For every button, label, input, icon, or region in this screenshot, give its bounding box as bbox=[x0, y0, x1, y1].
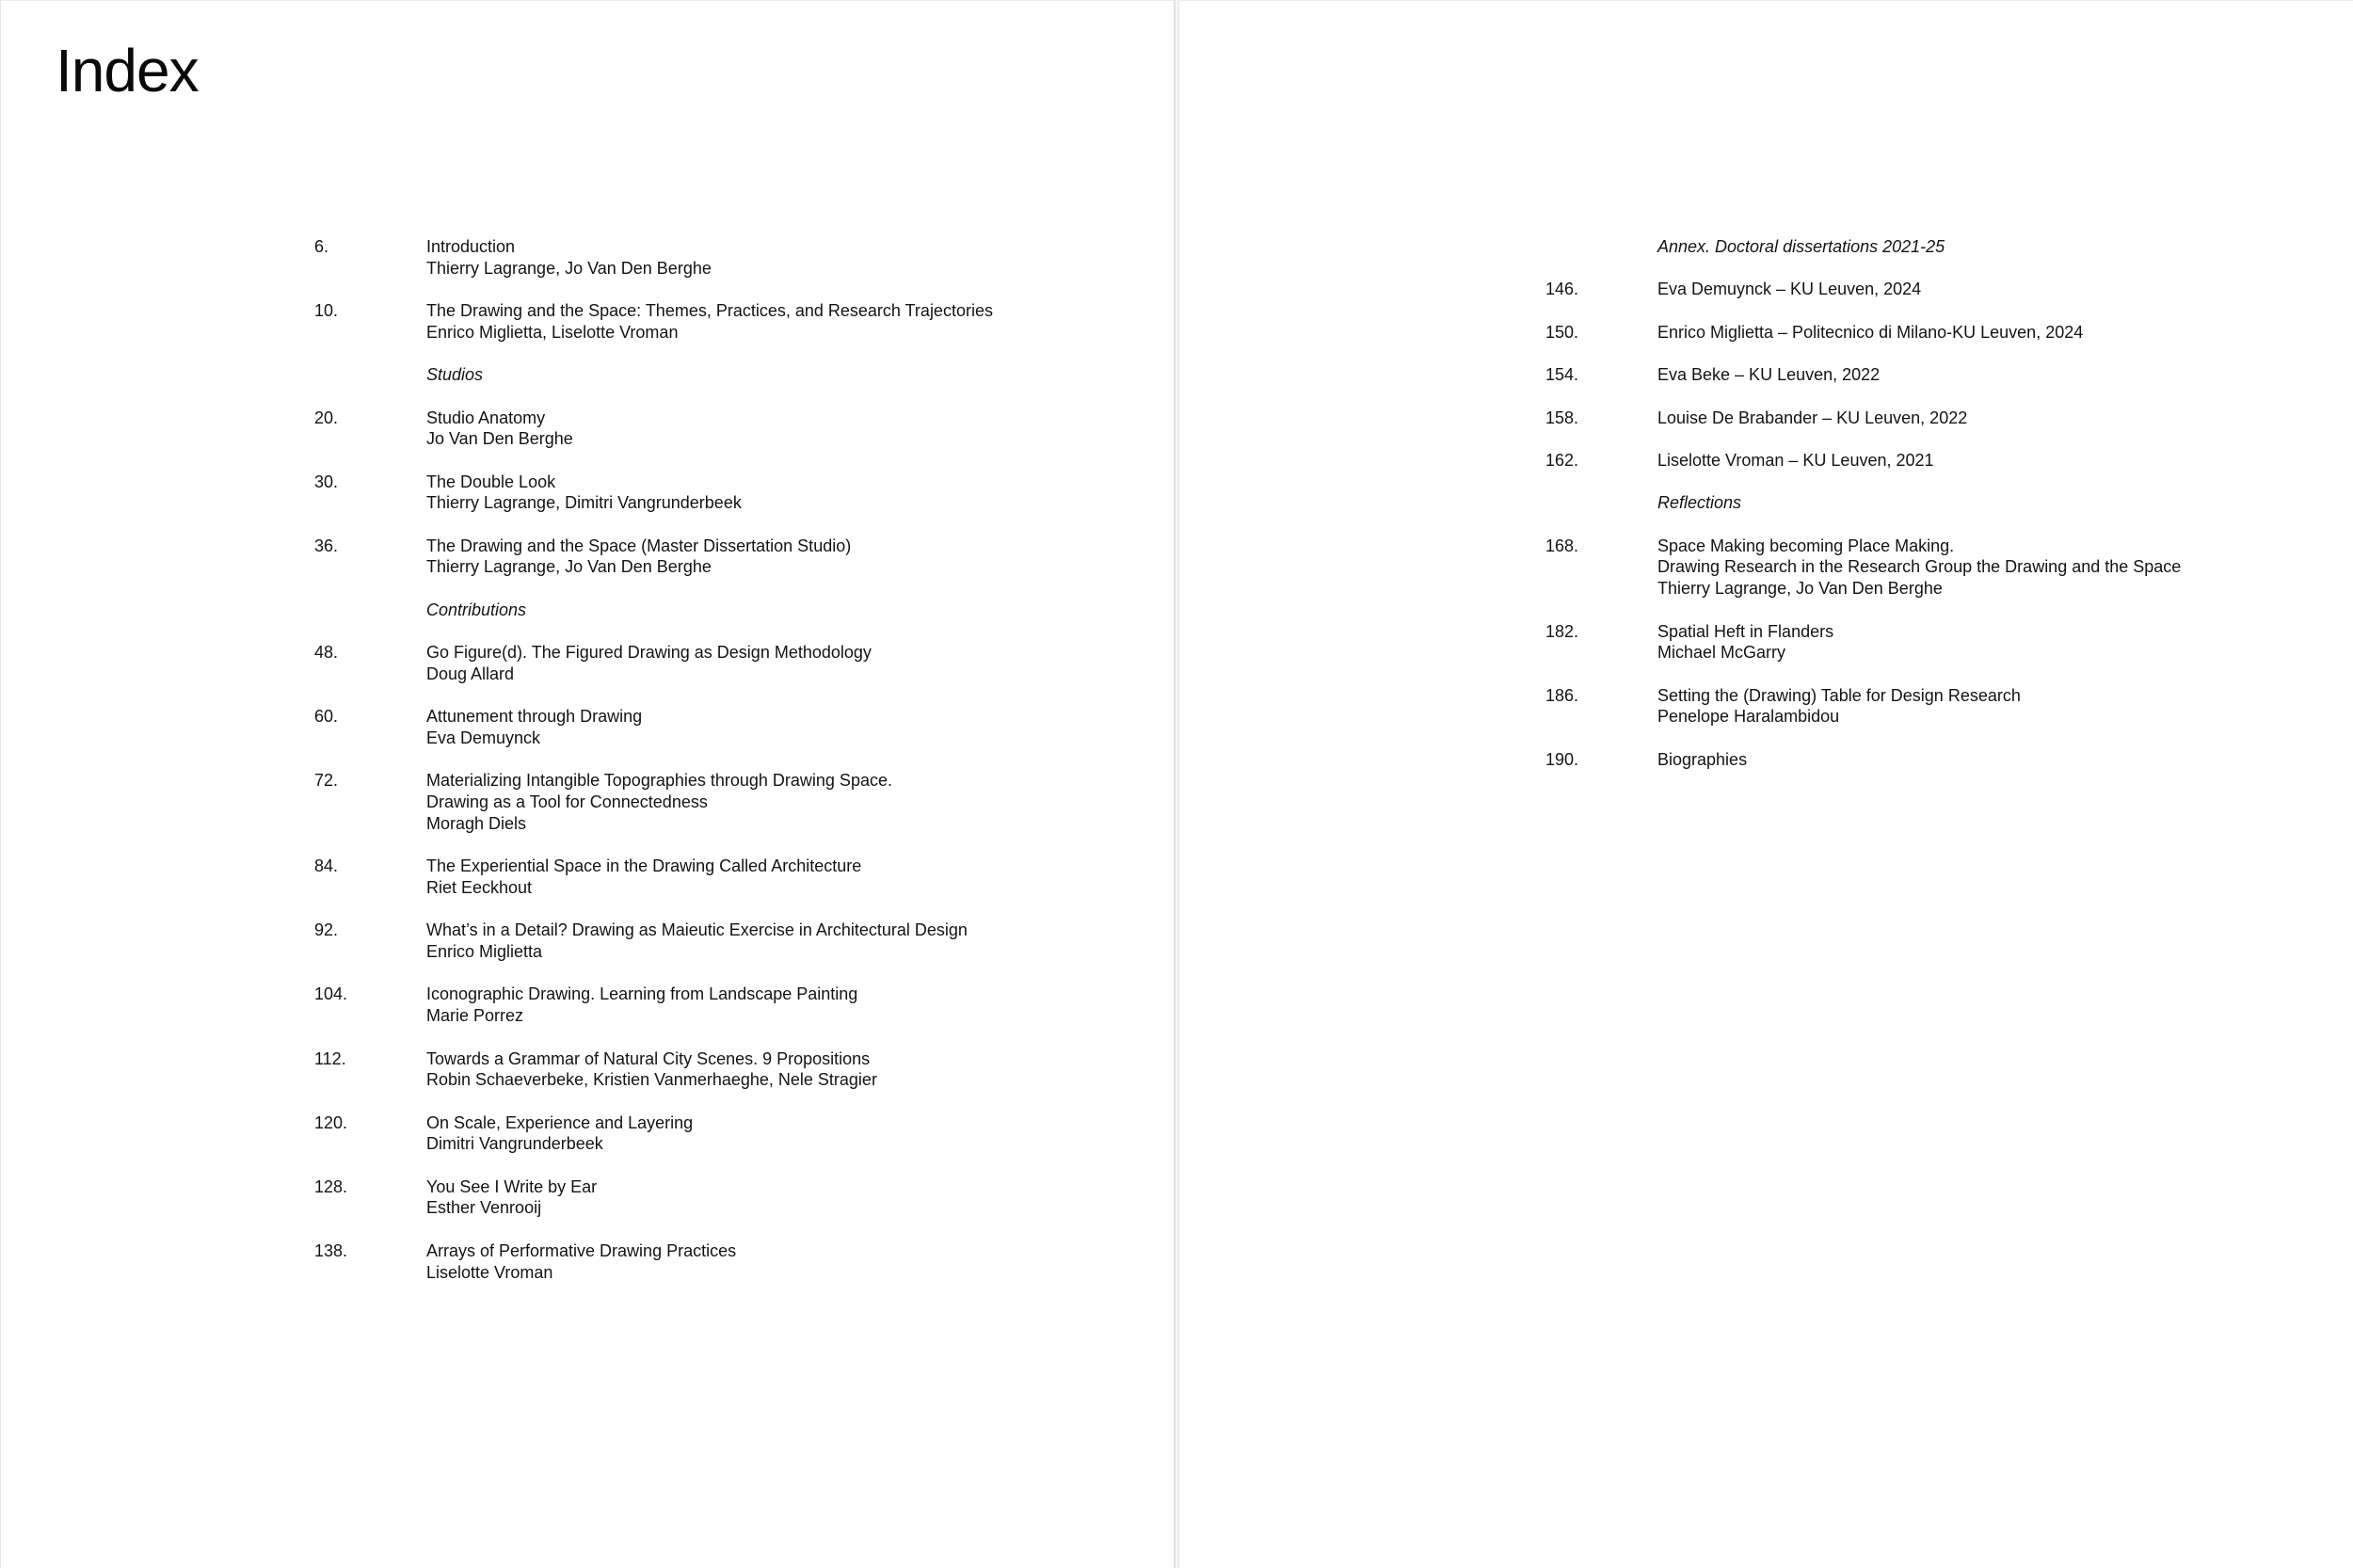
toc-page-number: 146. bbox=[1545, 280, 1579, 299]
section-heading: Annex. Doctoral dissertations 2021-25 bbox=[1657, 237, 1945, 256]
toc-entry-line: Enrico Miglietta bbox=[426, 942, 543, 962]
toc-entry bbox=[314, 300, 1161, 343]
toc-entry-title: Enrico Miglietta – Politecnico di Milano-KU Leuven, 2024 bbox=[1657, 322, 2084, 342]
toc-page-number: 158. bbox=[1545, 408, 1579, 427]
toc-page-number: 20. bbox=[314, 408, 339, 427]
toc-page-number: 154. bbox=[1545, 365, 1579, 385]
toc-page-number: 138. bbox=[314, 1240, 348, 1260]
toc-entry-line: Doug Allard bbox=[426, 664, 515, 683]
toc-entry-title: You See I Write by Ear bbox=[426, 1176, 598, 1196]
toc-entry-text bbox=[426, 1240, 1161, 1283]
toc-entry-title: Introduction bbox=[426, 237, 516, 256]
toc-entry bbox=[314, 920, 1161, 962]
toc-page-number: 92. bbox=[314, 920, 339, 940]
toc-entry-text bbox=[1657, 621, 2353, 664]
toc-entry bbox=[314, 1048, 1161, 1091]
toc-entry-text bbox=[426, 920, 1161, 962]
toc-entry-text bbox=[1657, 322, 2353, 344]
toc-entry-text bbox=[426, 706, 1161, 748]
toc-entry-title: Towards a Grammar of Natural City Scenes. 9 Propositions bbox=[426, 1048, 871, 1068]
right-table-of-contents bbox=[1545, 236, 2353, 792]
toc-entry bbox=[1545, 408, 2353, 429]
toc-entry bbox=[314, 536, 1161, 578]
toc-entry-text bbox=[426, 408, 1161, 450]
toc-entry bbox=[314, 642, 1161, 684]
toc-entry-text bbox=[1657, 536, 2353, 600]
toc-entry bbox=[314, 706, 1161, 748]
section-heading: Reflections bbox=[1657, 493, 1742, 513]
toc-entry bbox=[1545, 364, 2353, 386]
page-title: Index bbox=[56, 37, 199, 104]
toc-page-number: 30. bbox=[314, 472, 339, 491]
toc-entry-text bbox=[426, 300, 1161, 343]
toc-entry bbox=[314, 770, 1161, 834]
toc-entry-title: The Drawing and the Space (Master Dissertation Studio) bbox=[426, 536, 852, 555]
toc-page-number: 120. bbox=[314, 1112, 348, 1132]
toc-entry-title: The Experiential Space in the Drawing Called Architecture bbox=[426, 856, 862, 876]
toc-entry-line: Liselotte Vroman bbox=[426, 1262, 553, 1282]
toc-entry-text bbox=[426, 1112, 1161, 1155]
toc-entry-title: Liselotte Vroman – KU Leuven, 2021 bbox=[1657, 450, 1934, 470]
toc-entry-title: Space Making becoming Place Making. bbox=[1657, 536, 1955, 555]
left-table-of-contents bbox=[314, 236, 1161, 1304]
toc-entry-line: Penelope Haralambidou bbox=[1657, 707, 1840, 727]
toc-entry-title: Eva Demuynck – KU Leuven, 2024 bbox=[1657, 280, 1922, 299]
toc-entry-title: Studio Anatomy bbox=[426, 408, 546, 427]
toc-page-number: 72. bbox=[314, 771, 339, 791]
toc-entry-line: Jo Van Den Berghe bbox=[426, 429, 573, 449]
toc-entry-title: Attunement through Drawing bbox=[426, 707, 643, 727]
toc-entry bbox=[1545, 749, 2353, 771]
toc-entry bbox=[314, 1176, 1161, 1219]
toc-page-number: 186. bbox=[1545, 685, 1579, 705]
toc-entry bbox=[1545, 322, 2353, 344]
toc-entry bbox=[314, 472, 1161, 514]
toc-page-number: 10. bbox=[314, 301, 339, 321]
toc-entry-line: Thierry Lagrange, Jo Van Den Berghe bbox=[426, 258, 712, 278]
toc-entry-text bbox=[426, 472, 1161, 514]
toc-page-number: 60. bbox=[314, 707, 339, 727]
toc-entry bbox=[314, 236, 1161, 279]
toc-entry bbox=[314, 856, 1161, 898]
toc-entry-title: Arrays of Performative Drawing Practices bbox=[426, 1240, 737, 1260]
toc-entry bbox=[1545, 621, 2353, 664]
toc-entry-line: Moragh Diels bbox=[426, 813, 527, 833]
toc-entry-text bbox=[1657, 685, 2353, 728]
toc-entry-line: Drawing Research in the Research Group the Drawing and the Space bbox=[1657, 557, 2182, 577]
toc-entry-title: Eva Beke – KU Leuven, 2022 bbox=[1657, 365, 1881, 385]
toc-entry-text bbox=[426, 1176, 1161, 1219]
toc-page-number: 182. bbox=[1545, 621, 1579, 641]
toc-page-number: 112. bbox=[314, 1048, 346, 1068]
toc-entry-line: Michael McGarry bbox=[1657, 643, 1786, 663]
toc-entry bbox=[1545, 685, 2353, 728]
toc-entry-title: Biographies bbox=[1657, 749, 1748, 769]
toc-entry bbox=[314, 1112, 1161, 1155]
toc-entry-text bbox=[426, 984, 1161, 1026]
toc-page-number: 128. bbox=[314, 1176, 348, 1196]
toc-entry-line: Marie Porrez bbox=[426, 1006, 524, 1026]
section-heading: Contributions bbox=[426, 600, 527, 619]
toc-entry-line: Thierry Lagrange, Jo Van Den Berghe bbox=[1657, 579, 1943, 599]
toc-entry-text bbox=[426, 770, 1161, 834]
toc-entry bbox=[314, 1240, 1161, 1283]
toc-entry-title: The Double Look bbox=[426, 472, 556, 491]
toc-entry-text bbox=[1657, 279, 2353, 300]
toc-entry bbox=[1545, 536, 2353, 600]
toc-page-number: 168. bbox=[1545, 536, 1579, 555]
toc-entry-text bbox=[1657, 364, 2353, 386]
toc-entry-line: Eva Demuynck bbox=[426, 728, 541, 748]
section-heading: Studios bbox=[426, 365, 484, 385]
toc-entry-text bbox=[426, 536, 1161, 578]
toc-entry-title: The Drawing and the Space: Themes, Practices, and Research Trajectories bbox=[426, 301, 993, 321]
left-page bbox=[0, 0, 1174, 1568]
toc-entry-text bbox=[426, 856, 1161, 898]
toc-entry bbox=[314, 984, 1161, 1026]
toc-entry-line: Thierry Lagrange, Jo Van Den Berghe bbox=[426, 557, 712, 577]
toc-page-number: 190. bbox=[1545, 749, 1579, 769]
toc-entry bbox=[1545, 279, 2353, 300]
toc-entry-title: Iconographic Drawing. Learning from Landscape Painting bbox=[426, 984, 858, 1004]
toc-entry bbox=[314, 408, 1161, 450]
toc-entry-line: Robin Schaeverbeke, Kristien Vanmerhaeghe, Nele Stragier bbox=[426, 1070, 877, 1090]
toc-entry-title: Spatial Heft in Flanders bbox=[1657, 621, 1834, 641]
right-page bbox=[1179, 0, 2353, 1568]
toc-entry-title: Setting the (Drawing) Table for Design Research bbox=[1657, 685, 2021, 705]
toc-entry-title: Louise De Brabander – KU Leuven, 2022 bbox=[1657, 408, 1968, 427]
toc-entry-title: What’s in a Detail? Drawing as Maieutic Exercise in Architectural Design bbox=[426, 920, 968, 940]
toc-entry-text bbox=[426, 236, 1161, 279]
toc-entry-text bbox=[1657, 450, 2353, 472]
toc-entry bbox=[1545, 450, 2353, 472]
toc-entry-text bbox=[1657, 749, 2353, 771]
toc-page-number: 150. bbox=[1545, 322, 1579, 342]
toc-entry-line: Esther Venrooij bbox=[426, 1198, 542, 1218]
toc-entry-line: Thierry Lagrange, Dimitri Vangrunderbeek bbox=[426, 493, 742, 513]
toc-entry-line: Drawing as a Tool for Connectedness bbox=[426, 792, 708, 812]
toc-entry-line: Enrico Miglietta, Liselotte Vroman bbox=[426, 322, 679, 342]
toc-entry-title: Materializing Intangible Topographies through Drawing Space. bbox=[426, 771, 892, 791]
toc-page-number: 48. bbox=[314, 643, 339, 663]
toc-entry-line: Dimitri Vangrunderbeek bbox=[426, 1134, 603, 1154]
toc-entry-text bbox=[426, 1048, 1161, 1091]
toc-page-number: 162. bbox=[1545, 450, 1579, 470]
toc-entry-text bbox=[426, 642, 1161, 684]
toc-page-number: 6. bbox=[314, 237, 329, 256]
toc-page-number: 84. bbox=[314, 856, 339, 876]
toc-entry-line: Riet Eeckhout bbox=[426, 877, 533, 897]
toc-page-number: 36. bbox=[314, 536, 339, 555]
toc-entry-title: Go Figure(d). The Figured Drawing as Design Methodology bbox=[426, 643, 872, 663]
toc-entry-title: On Scale, Experience and Layering bbox=[426, 1112, 694, 1132]
toc-page-number: 104. bbox=[314, 984, 348, 1004]
toc-entry-text bbox=[1657, 408, 2353, 429]
